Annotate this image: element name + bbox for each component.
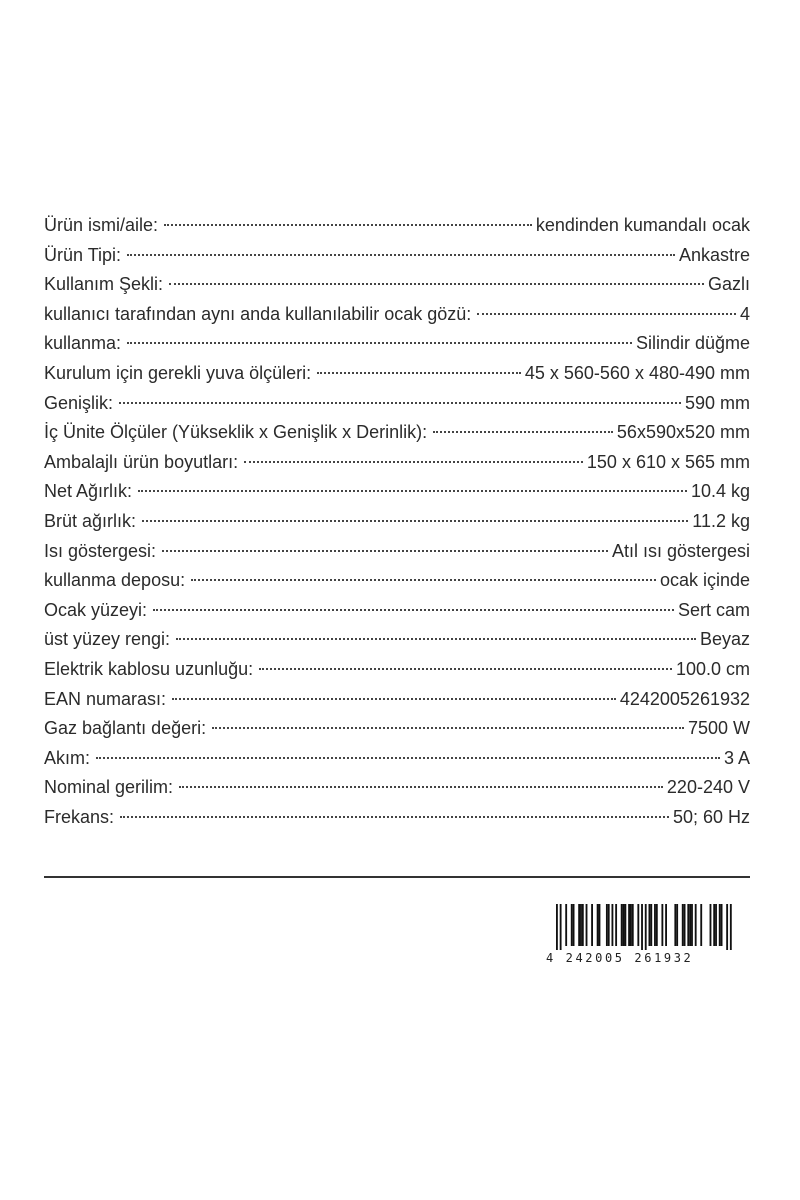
spec-row-gas-connection	[44, 714, 750, 744]
spec-row-net-weight	[44, 477, 750, 507]
barcode-bars	[546, 904, 736, 950]
spec-value: Sert cam	[677, 599, 750, 620]
dot-leader	[96, 757, 720, 759]
divider-line	[44, 876, 750, 878]
spec-value: kendinden kumandalı ocak	[535, 215, 750, 235]
barcode-bar	[630, 904, 632, 946]
barcode-bar	[676, 904, 678, 946]
spec-value: 4	[739, 303, 750, 324]
spec-value: 56x590x520 mm	[616, 422, 750, 443]
spec-value: Atıl ısı göstergesi	[611, 540, 750, 561]
barcode-bar	[580, 904, 582, 946]
dot-leader	[259, 668, 672, 670]
spec-row-package-dimensions	[44, 448, 750, 478]
spec-value: 100.0 cm	[675, 658, 750, 679]
spec-label: İç Ünite Ölçüler (Yükseklik x Genişlik x Derinlik):	[44, 422, 428, 443]
barcode-bar	[599, 904, 601, 946]
spec-row-gross-weight	[44, 507, 750, 537]
barcode-bar	[665, 904, 667, 946]
barcode-bar	[565, 904, 567, 946]
barcode-bar	[623, 904, 625, 946]
spec-label: Genişlik:	[44, 392, 114, 413]
spec-label: kullanma deposu:	[44, 570, 186, 591]
spec-label: Gaz bağlantı değeri:	[44, 718, 207, 739]
barcode-bar	[650, 904, 652, 946]
barcode-bar	[556, 904, 558, 950]
barcode-bar	[612, 904, 614, 946]
dot-leader	[244, 461, 583, 463]
barcode-bar	[687, 904, 689, 946]
barcode-bar	[560, 904, 562, 950]
dot-leader	[164, 224, 532, 226]
spec-label: Brüt ağırlık:	[44, 510, 137, 531]
barcode-bar	[674, 904, 676, 946]
barcode-bar	[719, 904, 721, 946]
barcode-bar	[645, 904, 647, 950]
spec-label: Ambalajlı ürün boyutları:	[44, 451, 239, 472]
spec-row-frequency	[44, 803, 750, 833]
spec-value: 11.2 kg	[692, 510, 750, 531]
barcode-digits: 4 242005 261932	[546, 951, 694, 965]
barcode-bar	[632, 904, 634, 946]
dot-leader	[191, 579, 656, 581]
spec-value: 7500 W	[687, 718, 750, 739]
spec-value: 590 mm	[684, 392, 750, 413]
barcode-bar	[710, 904, 712, 946]
barcode-bar	[571, 904, 573, 946]
spec-value: Silindir düğme	[635, 333, 750, 354]
spec-row-width	[44, 389, 750, 419]
barcode-bar	[726, 904, 728, 950]
dot-leader	[212, 727, 684, 729]
spec-label: kullanma:	[44, 333, 122, 354]
dot-leader	[127, 254, 675, 256]
barcode-bar	[597, 904, 599, 946]
spec-value: Beyaz	[699, 629, 750, 650]
barcode-bar	[689, 904, 691, 946]
spec-row-ean	[44, 685, 750, 715]
spec-row-heat-indicator	[44, 537, 750, 567]
dot-leader	[119, 402, 681, 404]
spec-row-burners	[44, 300, 750, 330]
barcode-bar	[715, 904, 717, 946]
spec-label: Frekans:	[44, 806, 115, 827]
spec-row-product-name	[44, 211, 750, 241]
barcode-bar	[628, 904, 630, 946]
barcode-bar	[621, 904, 623, 946]
dot-leader	[127, 342, 632, 344]
barcode-bar	[721, 904, 723, 946]
spec-row-top-color	[44, 625, 750, 655]
spec-value: 150 x 610 x 565 mm	[586, 451, 750, 472]
dot-leader	[169, 283, 704, 285]
barcode-bar	[641, 904, 643, 950]
dot-leader	[317, 372, 521, 374]
spec-value: 3 A	[723, 747, 750, 768]
spec-row-installation-dimensions	[44, 359, 750, 389]
spec-row-hob-surface	[44, 596, 750, 626]
spec-value: 45 x 560-560 x 480-490 mm	[524, 362, 750, 383]
barcode-bar	[695, 904, 697, 946]
barcode-bar	[582, 904, 584, 946]
barcode-bar	[591, 904, 593, 946]
spec-row-control-location	[44, 566, 750, 596]
spec-value: 10.4 kg	[690, 481, 750, 502]
spec-value: 50; 60 Hz	[672, 806, 750, 827]
barcode-bar	[656, 904, 658, 946]
barcode-bar	[691, 904, 693, 946]
barcode-bar	[649, 904, 651, 946]
spec-value: 220-240 V	[666, 777, 750, 798]
barcode-bar	[730, 904, 732, 950]
dot-leader	[153, 609, 674, 611]
barcode-bar	[578, 904, 580, 946]
dot-leader	[162, 550, 608, 552]
spec-label: Nominal gerilim:	[44, 777, 174, 798]
barcode-bar	[586, 904, 588, 946]
spec-label: kullanıcı tarafından aynı anda kullanılabilir ocak gözü:	[44, 303, 472, 324]
barcode-bar	[608, 904, 610, 946]
spec-label: üst yüzey rengi:	[44, 629, 171, 650]
spec-list	[44, 211, 750, 832]
barcode-bar	[684, 904, 686, 946]
dot-leader	[477, 313, 736, 315]
spec-label: Isı göstergesi:	[44, 540, 157, 561]
barcode-bar	[654, 904, 656, 946]
barcode-bar	[573, 904, 575, 946]
dot-leader	[176, 638, 696, 640]
spec-row-cable-length	[44, 655, 750, 685]
dot-leader	[172, 698, 616, 700]
dot-leader	[433, 431, 613, 433]
dot-leader	[138, 490, 687, 492]
spec-row-unit-dimensions	[44, 418, 750, 448]
dot-leader	[179, 786, 663, 788]
spec-value: ocak içinde	[659, 570, 750, 591]
spec-label: Ürün Tipi:	[44, 244, 122, 265]
spec-label: Net Ağırlık:	[44, 481, 133, 502]
ean-barcode	[546, 904, 736, 965]
barcode-bar	[637, 904, 639, 946]
spec-row-current	[44, 744, 750, 774]
spec-label: Kurulum için gerekli yuva ölçüleri:	[44, 362, 312, 383]
barcode-bar	[606, 904, 608, 946]
spec-value: Gazlı	[707, 274, 750, 295]
spec-label: Kullanım Şekli:	[44, 274, 164, 295]
spec-row-control	[44, 329, 750, 359]
barcode-bar	[713, 904, 715, 946]
spec-label: Ocak yüzeyi:	[44, 599, 148, 620]
spec-row-usage-type	[44, 270, 750, 300]
spec-label: Ürün ismi/aile:	[44, 215, 159, 235]
barcode-bar	[615, 904, 617, 946]
spec-row-voltage	[44, 773, 750, 803]
dot-leader	[142, 520, 688, 522]
barcode-bar	[661, 904, 663, 946]
spec-value: Ankastre	[678, 244, 750, 265]
spec-label: Elektrik kablosu uzunluğu:	[44, 658, 254, 679]
spec-label: EAN numarası:	[44, 688, 167, 709]
barcode-bar	[682, 904, 684, 946]
spec-value: 4242005261932	[619, 688, 750, 709]
barcode-bar	[700, 904, 702, 946]
barcode-bar	[624, 904, 626, 946]
spec-label: Akım:	[44, 747, 91, 768]
spec-row-product-type	[44, 241, 750, 271]
dot-leader	[120, 816, 669, 818]
